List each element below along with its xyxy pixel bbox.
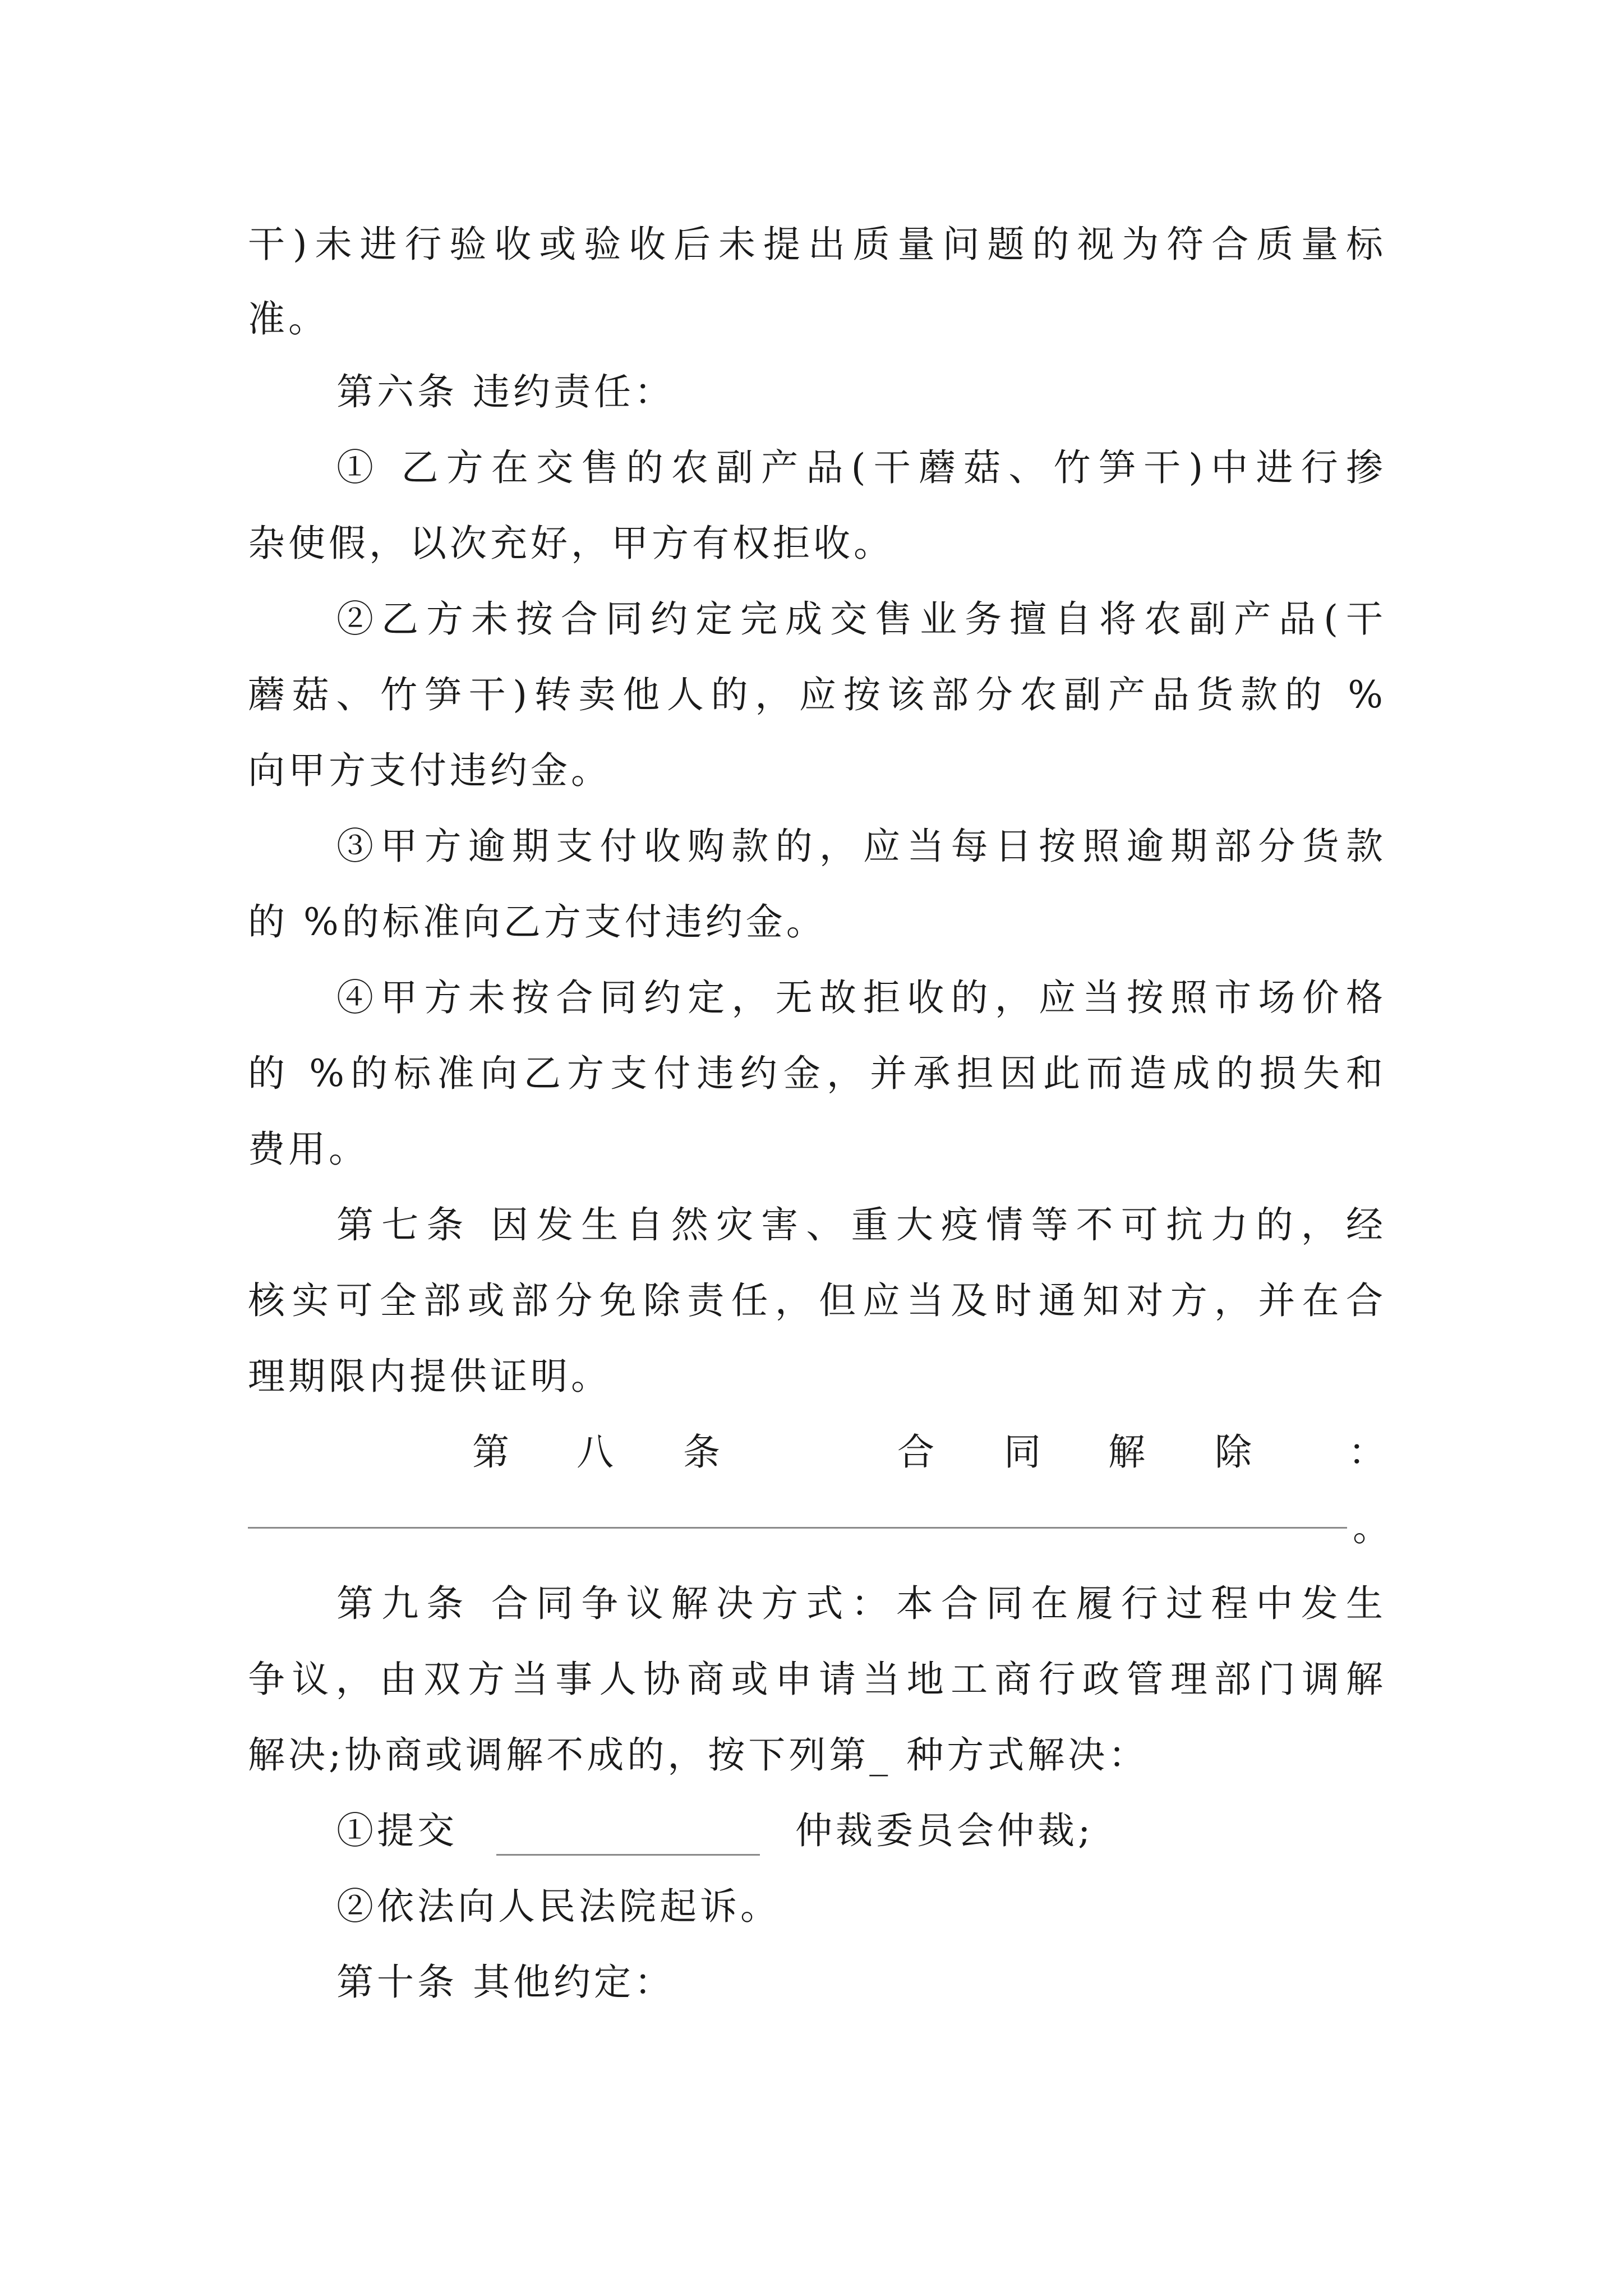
text-line: ③甲方逾期支付收购款的，应当每日按照逾期部分货款 — [336, 825, 1386, 868]
arbitration-prefix: ①提交 — [336, 1809, 458, 1852]
text-line: ① 乙方在交售的农副产品(干蘑菇、竹笋干)中进行掺 — [336, 446, 1386, 489]
text-line: 理期限内提供证明。 — [248, 1355, 611, 1398]
article-8-char: 合 — [897, 1430, 934, 1474]
text-line: ②依法向人民法院起诉。 — [336, 1885, 781, 1928]
text-line: 杂使假，以次充好，甲方有权拒收。 — [248, 522, 894, 565]
text-line: ②乙方未按合同约定完成交售业务擅自将农副产品(干 — [336, 597, 1386, 641]
arbitration-blank — [496, 1815, 760, 1856]
article-8-char: 同 — [1004, 1430, 1041, 1474]
text-line: 蘑菇、竹笋干)转卖他人的，应按该部分农副产品货款的 % — [248, 673, 1386, 716]
article-8-blank-line — [248, 1527, 1347, 1529]
article-9-heading: 第九条 合同争议解决方式：本合同在履行过程中发生 — [336, 1582, 1386, 1625]
arbitration-line — [336, 1806, 1386, 1856]
arbitration-suffix: 仲裁委员会仲裁; — [795, 1809, 1094, 1852]
text-line: ④甲方未按合同约定，无故拒收的，应当按照市场价格 — [336, 976, 1386, 1019]
article-8-char: 第 — [472, 1430, 509, 1474]
text-line: 准。 — [248, 297, 329, 341]
text-line: 费用。 — [248, 1128, 369, 1171]
text-line: 的 %的标准向乙方支付违约金，并承担因此而造成的损失和 — [248, 1052, 1386, 1095]
article-8-char: 除 — [1215, 1430, 1252, 1474]
article-8-period: 。 — [1353, 1506, 1390, 1549]
article-7-heading: 第七条 因发生自然灾害、重大疫情等不可抗力的，经 — [336, 1203, 1386, 1246]
article-6-heading: 第六条 违约责任： — [336, 370, 675, 413]
text-line: 向甲方支付违约金。 — [248, 749, 611, 792]
text-line: 的 %的标准向乙方支付违约金。 — [248, 900, 827, 944]
text-line: 争议，由双方当事人协商或申请当地工商行政管理部门调解 — [248, 1658, 1386, 1701]
text-line: 干)未进行验收或验收后未提出质量问题的视为符合质量标 — [248, 223, 1386, 266]
article-8-char: 条 — [683, 1430, 720, 1474]
article-10-heading: 第十条 其他约定： — [336, 1961, 675, 2004]
text-line: 核实可全部或部分免除责任，但应当及时通知对方，并在合 — [248, 1279, 1386, 1322]
article-8-char: 解 — [1108, 1430, 1145, 1474]
article-8-char: 八 — [577, 1430, 614, 1474]
article-8-char: ： — [1348, 1430, 1385, 1474]
text-line: 解决;协商或调解不成的，按下列第_ 种方式解决： — [248, 1733, 1149, 1777]
